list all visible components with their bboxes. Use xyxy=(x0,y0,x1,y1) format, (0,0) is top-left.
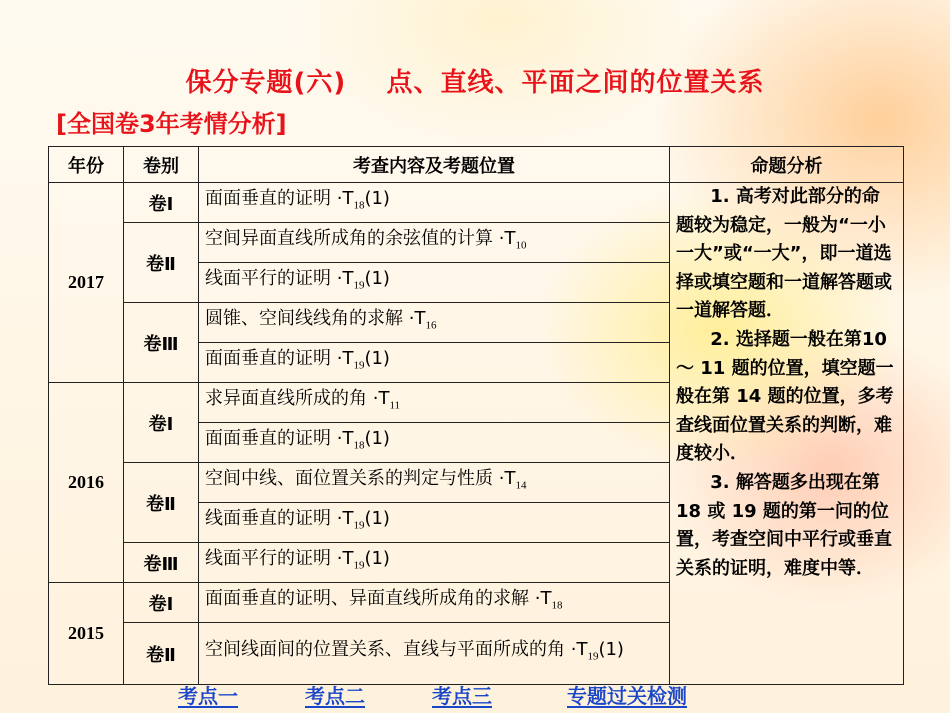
header-content: 考查内容及考题位置 xyxy=(199,147,670,183)
volume-cell: 卷Ⅰ xyxy=(124,583,199,623)
content-cell: 圆锥、空间线线角的求解 $\cdot T_{16}$ xyxy=(199,303,670,343)
analysis-point-3: 3. 解答题多出现在第 18 或 19 题的第一问的位置，考查空间中平行或垂直关系的证明，难度中等． xyxy=(676,471,892,579)
content-cell: 空间中线、面位置关系的判定与性质 $\cdot T_{14}$ xyxy=(199,463,670,503)
year-cell: 2015 xyxy=(49,583,124,685)
content-cell: 面面垂直的证明 $\cdot T_{18}(1)$ xyxy=(199,183,670,223)
content-cell: 面面垂直的证明 $\cdot T_{18}(1)$ xyxy=(199,423,670,463)
content-cell: 面面垂直的证明 $\cdot T_{19}(1)$ xyxy=(199,343,670,383)
analysis-point-1: 1. 高考对此部分的命题较为稳定，一般为“一小一大”或“一大”，即一道选择或填空题和一道解答题或一道解答题． xyxy=(676,186,892,322)
header-year: 年份 xyxy=(49,147,124,183)
volume-cell: 卷Ⅲ xyxy=(124,543,199,583)
content-cell: 求异面直线所成的角 $\cdot T_{11}$ xyxy=(199,383,670,423)
table-row xyxy=(49,183,904,223)
page-title: 保分专题(六) 点、直线、平面之间的位置关系 xyxy=(185,68,765,98)
content-cell: 线面平行的证明 $\cdot T_{19}(1)$ xyxy=(199,263,670,303)
nav-link-kaodian-2[interactable]: 考点二 xyxy=(305,684,365,708)
nav-link-kaodian-3[interactable]: 考点三 xyxy=(432,684,492,708)
section-subtitle: [全国卷3年考情分析] xyxy=(56,110,287,138)
volume-cell: 卷Ⅱ xyxy=(124,623,199,685)
volume-cell: 卷Ⅰ xyxy=(124,183,199,223)
nav-link-special-test[interactable]: 专题过关检测 xyxy=(567,684,687,708)
header-volume: 卷别 xyxy=(124,147,199,183)
header-analysis: 命题分析 xyxy=(670,147,904,183)
year-cell: 2016 xyxy=(49,383,124,583)
volume-cell: 卷Ⅱ xyxy=(124,223,199,303)
content-cell: 面面垂直的证明、异面直线所成角的求解 $\cdot T_{18}$ xyxy=(199,583,670,623)
nav-link-kaodian-1[interactable]: 考点一 xyxy=(178,684,238,708)
analysis-point-2: 2. 选择题一般在第10 ～ 11 题的位置，填空题一般在第 14 题的位置，多考查线面位置关系的判断，难度较小． xyxy=(676,328,894,465)
content-cell: 空间线面间的位置关系、直线与平面所成的角 $\cdot T_{19}(1)$ xyxy=(199,623,670,685)
content-cell: 线面平行的证明 $\cdot T_{19}(1)$ xyxy=(199,543,670,583)
volume-cell: 卷Ⅲ xyxy=(124,303,199,383)
volume-cell: 卷Ⅰ xyxy=(124,383,199,463)
analysis-cell xyxy=(670,183,904,685)
content-cell: 空间异面直线所成角的余弦值的计算 $\cdot T_{10}$ xyxy=(199,223,670,263)
footer-nav xyxy=(0,680,950,710)
content-cell: 线面垂直的证明 $\cdot T_{19}(1)$ xyxy=(199,503,670,543)
year-cell: 2017 xyxy=(49,183,124,383)
table-header-row xyxy=(49,147,904,183)
volume-cell: 卷Ⅱ xyxy=(124,463,199,543)
exam-analysis-table xyxy=(48,146,904,685)
